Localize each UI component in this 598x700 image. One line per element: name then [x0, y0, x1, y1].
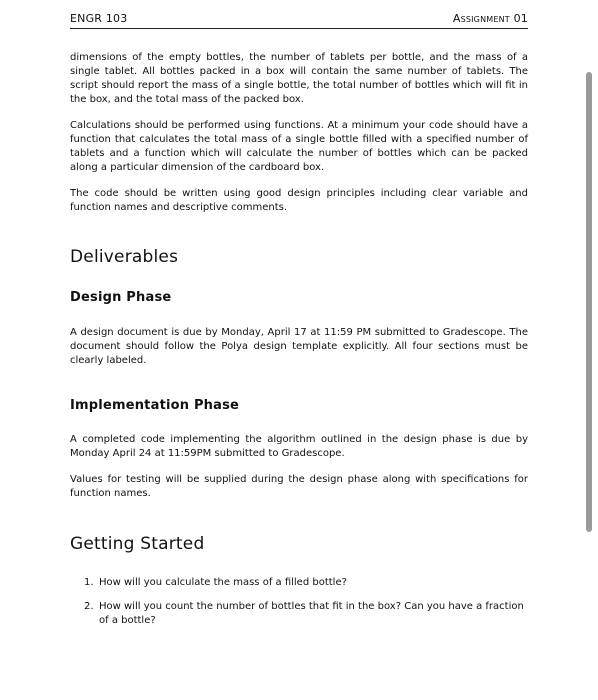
page-header — [70, 12, 528, 29]
getting-started-list — [84, 576, 528, 638]
list-item-text: How will you calculate the mass of a filled bottle? — [99, 577, 347, 588]
section-title-getting-started: Getting Started — [70, 534, 205, 554]
subsection-title-implementation-phase: Implementation Phase — [70, 398, 240, 413]
paragraph-implementation-phase: A completed code implementing the algorithm outlined in the design phase is due by Monday April 24 at 11:59PM submitted to Gradescope. — [70, 434, 528, 459]
course-code: ENGR 103 — [70, 12, 128, 25]
list-item — [84, 600, 528, 628]
assignment-label: Assignment 01 — [452, 12, 528, 25]
paragraph-functions: Calculations should be performed using functions. At a minimum your code should have a function that calculates the total mass of a single bottle filled with a specified number of tablets and a function which will calculate the number of bottles which can be packed along a particular dimension of the cardboard box. — [70, 120, 528, 173]
list-item-text: How will you count the number of bottles that fit in the box? Can you have a fraction of a bottle? — [99, 601, 524, 626]
paragraph-design-phase: A design document is due by Monday, April 17 at 11:59 PM submitted to Gradescope. The document should follow the Polya design template explicitly. All four sections must be clearly labeled. — [70, 327, 528, 366]
list-item-number: 2. — [84, 601, 94, 612]
vertical-scrollbar[interactable] — [586, 72, 592, 532]
list-item-number: 1. — [84, 577, 94, 588]
paragraph-testing-values: Values for testing will be supplied during the design phase along with specifications for function names. — [70, 474, 528, 499]
paragraph-design-principles: The code should be written using good design principles including clear variable and function names and descriptive comments. — [70, 188, 528, 213]
subsection-title-design-phase: Design Phase — [70, 290, 172, 305]
section-title-deliverables: Deliverables — [70, 247, 179, 267]
paragraph-specs: dimensions of the empty bottles, the number of tablets per bottle, and the mass of a single tablet. All bottles packed in a box will contain the same number of tablets. The script should report the mass of a single bottle, the total number of bottles which will fit in the box, and the total mass of the packed box. — [70, 52, 528, 105]
list-item — [84, 576, 528, 590]
